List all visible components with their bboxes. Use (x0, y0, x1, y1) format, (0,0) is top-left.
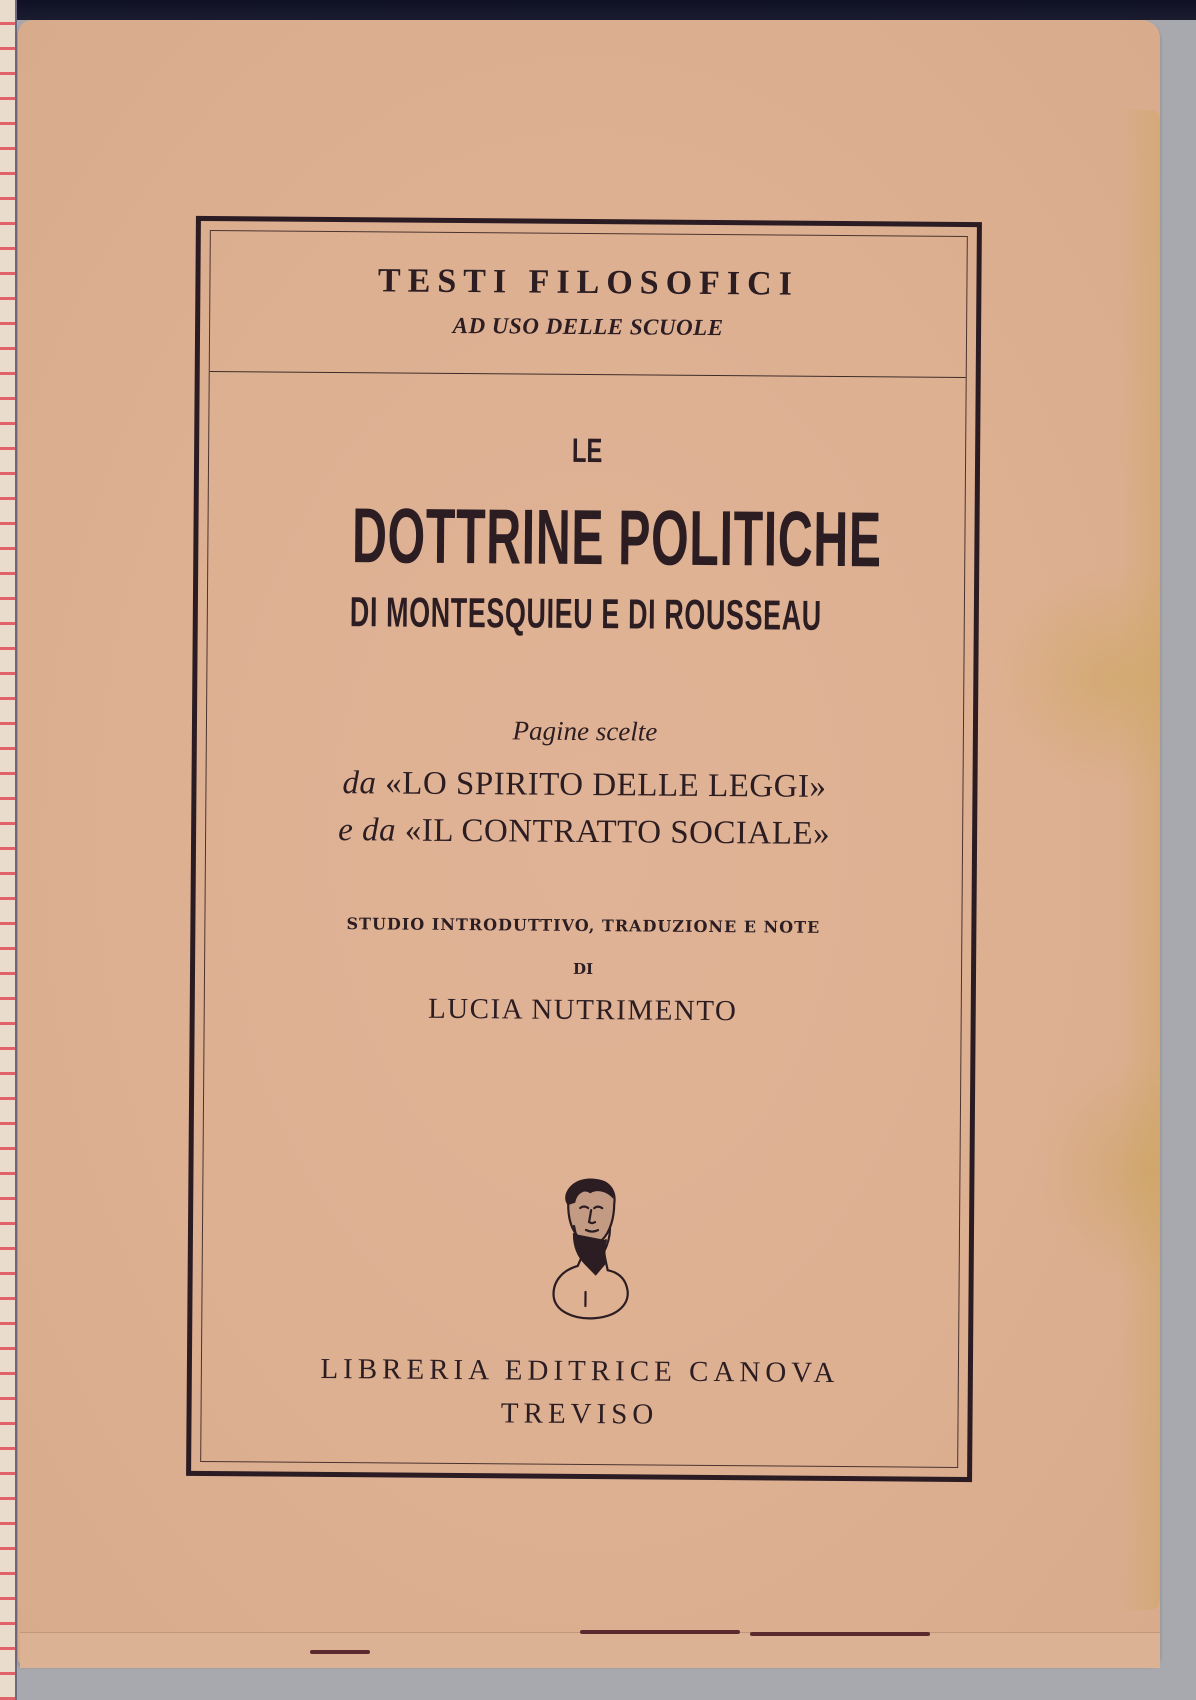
measurement-ruler (0, 0, 17, 1700)
editorial-note: STUDIO INTRODUTTIVO, TRADUZIONE E NOTE (346, 914, 821, 937)
source-2-prefix: e da (337, 812, 397, 849)
book-cover (18, 20, 1160, 1665)
series-subtitle: AD USO DELLE SCUOLE (452, 312, 724, 341)
worn-bottom-edge (20, 1632, 1160, 1668)
source-line-2 (206, 811, 962, 854)
book-title: DOTTRINE POLITICHE (351, 491, 883, 584)
source-1-title: «LO SPIRITO DELLE LEGGI» (385, 765, 827, 805)
title-article: LE (571, 431, 603, 471)
source-line-1 (206, 764, 962, 807)
source-1-prefix: da (342, 765, 377, 802)
publisher-city: TREVISO (500, 1397, 659, 1431)
title-frame-inner-rule (200, 230, 968, 1468)
dark-background-strip (0, 0, 1196, 20)
bust-portrait-icon (545, 1174, 636, 1325)
publisher-name: LIBRERIA EDITRICE CANOVA (320, 1352, 840, 1390)
tear-mark (580, 1630, 740, 1634)
tear-mark (310, 1650, 370, 1654)
series-title: TESTI FILOSOFICI (377, 262, 800, 303)
header-divider (210, 371, 966, 378)
selection-label: Pagine scelte (512, 715, 658, 747)
title-frame (186, 216, 982, 1482)
source-2-title: «IL CONTRATTO SOCIALE» (404, 812, 831, 852)
book-subtitle: DI MONTESQUIEU E DI ROUSSEAU (349, 588, 822, 639)
author-name: LUCIA NUTRIMENTO (427, 992, 738, 1028)
by-label: DI (572, 959, 594, 979)
tear-mark (750, 1632, 930, 1636)
